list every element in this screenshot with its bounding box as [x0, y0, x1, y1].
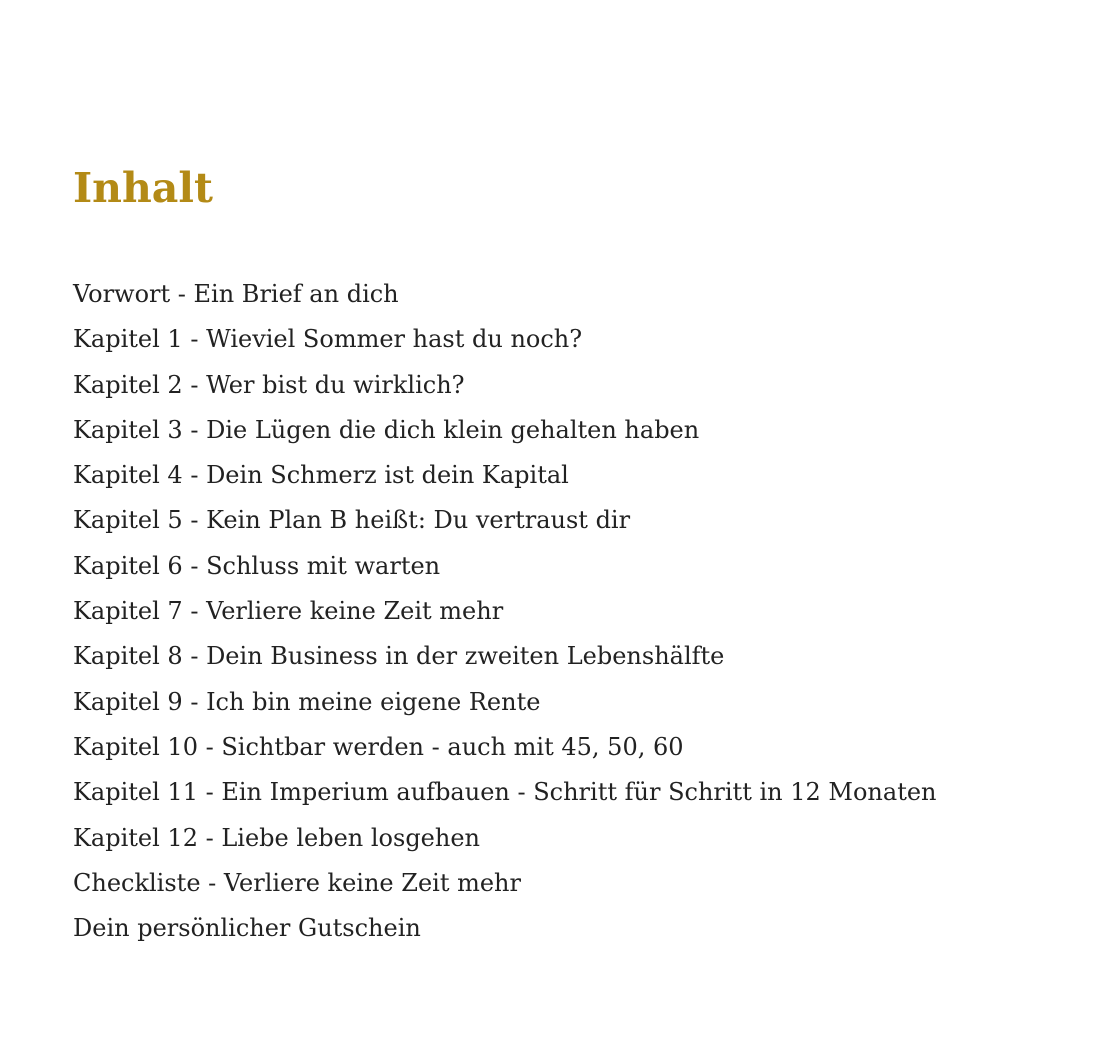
- toc-item-kapitel-7[interactable]: Kapitel 7 - Verliere keine Zeit mehr: [73, 597, 504, 626]
- toc-item-kapitel-1[interactable]: Kapitel 1 - Wieviel Sommer hast du noch?: [73, 325, 583, 354]
- toc-list: [73, 272, 937, 951]
- toc-item-checkliste[interactable]: Checkliste - Verliere keine Zeit mehr: [73, 868, 521, 897]
- toc-item-kapitel-6[interactable]: Kapitel 6 - Schluss mit warten: [73, 551, 441, 580]
- toc-item-vorwort[interactable]: Vorwort - Ein Brief an dich: [73, 280, 399, 308]
- toc-item-kapitel-10[interactable]: Kapitel 10 - Sichtbar werden - auch mit 45, 50, 60: [73, 732, 684, 761]
- toc-item-kapitel-3[interactable]: Kapitel 3 - Die Lügen die dich klein gehalten haben: [73, 415, 700, 444]
- toc-item-gutschein[interactable]: Dein persönlicher Gutschein: [73, 914, 421, 943]
- toc-heading: Inhalt: [73, 164, 213, 212]
- toc-item-kapitel-8[interactable]: Kapitel 8 - Dein Business in der zweiten Lebenshälfte: [73, 642, 725, 671]
- toc-item-kapitel-4[interactable]: Kapitel 4 - Dein Schmerz ist dein Kapital: [73, 461, 569, 490]
- toc-item-kapitel-12[interactable]: Kapitel 12 - Liebe leben losgehen: [73, 823, 481, 852]
- toc-item-kapitel-2[interactable]: Kapitel 2 - Wer bist du wirklich?: [73, 370, 465, 399]
- toc-item-kapitel-11[interactable]: Kapitel 11 - Ein Imperium aufbauen - Schritt für Schritt in 12 Monaten: [73, 778, 937, 807]
- toc-item-kapitel-5[interactable]: Kapitel 5 - Kein Plan B heißt: Du vertraust dir: [73, 506, 631, 535]
- toc-item-kapitel-9[interactable]: Kapitel 9 - Ich bin meine eigene Rente: [73, 687, 541, 716]
